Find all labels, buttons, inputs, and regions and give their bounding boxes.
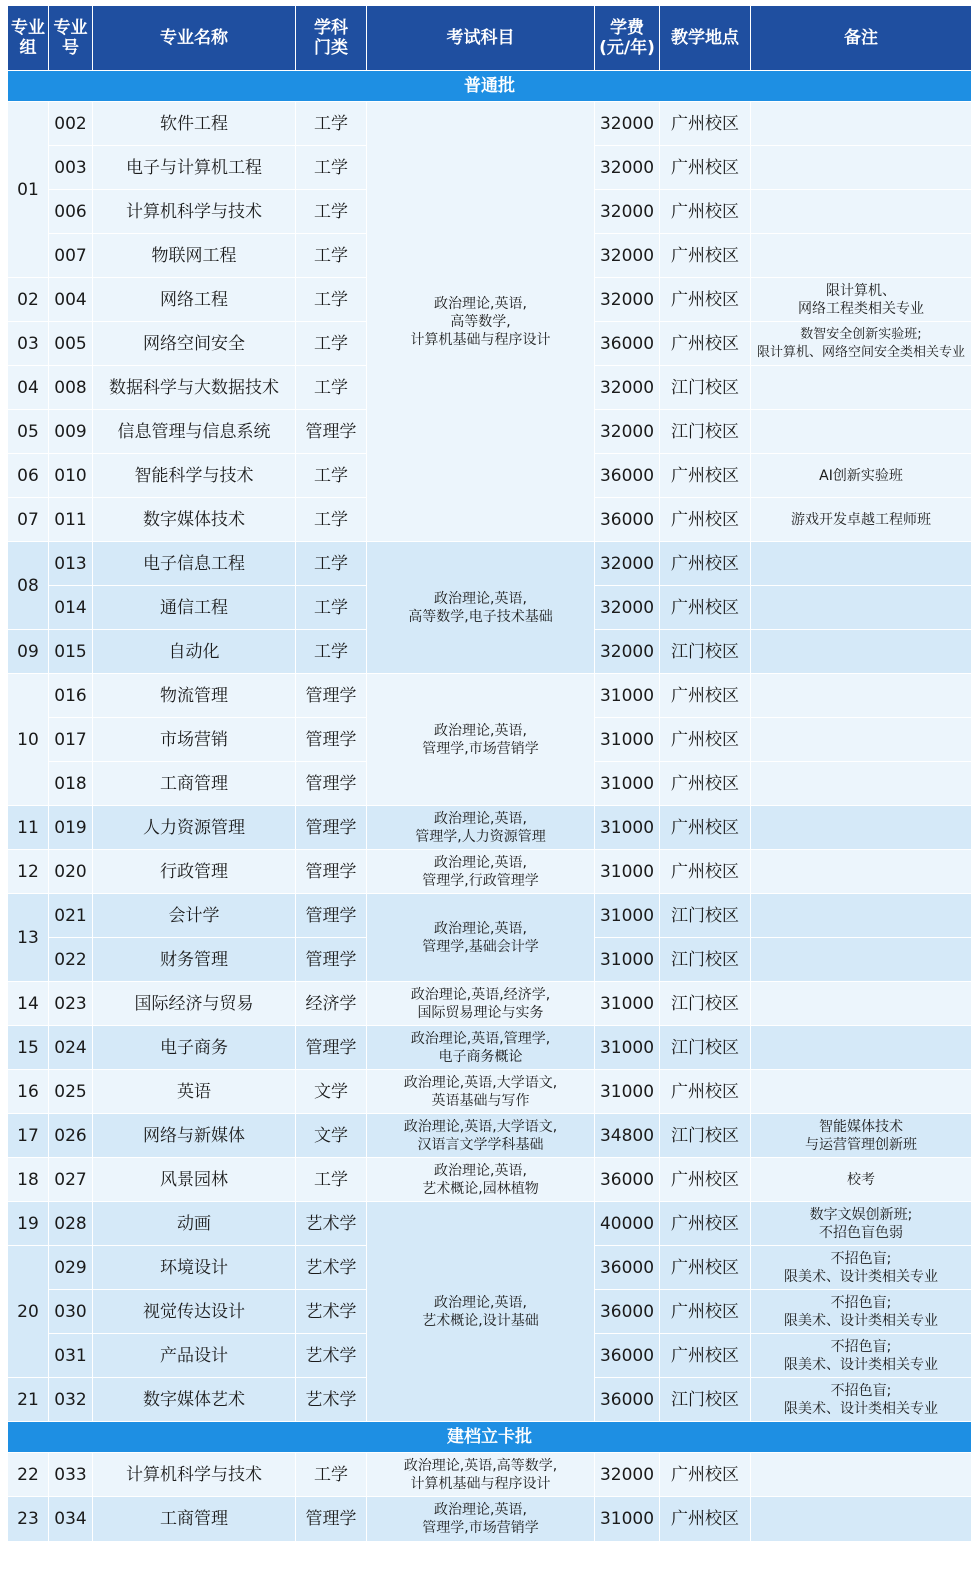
major-group-cell: 06 bbox=[8, 454, 49, 498]
major-name-cell: 市场营销 bbox=[93, 718, 296, 762]
major-code-cell: 011 bbox=[49, 498, 93, 542]
major-group-cell: 14 bbox=[8, 982, 49, 1026]
tuition-cell: 32000 bbox=[595, 410, 660, 454]
exam-subjects-cell: 政治理论,英语,大学语文, 英语基础与写作 bbox=[367, 1070, 595, 1114]
discipline-cell: 艺术学 bbox=[296, 1290, 367, 1334]
major-code-cell: 028 bbox=[49, 1202, 93, 1246]
exam-subjects-cell: 政治理论,英语, 管理学,基础会计学 bbox=[367, 894, 595, 982]
table-row bbox=[8, 982, 972, 1026]
major-group-cell: 12 bbox=[8, 850, 49, 894]
notes-cell bbox=[751, 674, 972, 718]
tuition-cell: 36000 bbox=[595, 1246, 660, 1290]
table-header-row bbox=[8, 6, 972, 71]
notes-cell bbox=[751, 1453, 972, 1497]
location-cell: 江门校区 bbox=[660, 630, 751, 674]
tuition-cell: 31000 bbox=[595, 806, 660, 850]
header-major-name: 专业名称 bbox=[93, 6, 296, 71]
header-major-group: 专业 组 bbox=[8, 6, 49, 71]
major-group-cell: 01 bbox=[8, 102, 49, 278]
major-name-cell: 工商管理 bbox=[93, 762, 296, 806]
major-code-cell: 032 bbox=[49, 1378, 93, 1422]
discipline-cell: 管理学 bbox=[296, 410, 367, 454]
major-name-cell: 自动化 bbox=[93, 630, 296, 674]
table-row bbox=[8, 1202, 972, 1246]
location-cell: 江门校区 bbox=[660, 938, 751, 982]
tuition-cell: 31000 bbox=[595, 850, 660, 894]
discipline-cell: 管理学 bbox=[296, 1497, 367, 1542]
major-group-cell: 10 bbox=[8, 674, 49, 806]
tuition-cell: 32000 bbox=[595, 102, 660, 146]
exam-subjects-cell: 政治理论,英语, 高等数学,电子技术基础 bbox=[367, 542, 595, 674]
major-name-cell: 产品设计 bbox=[93, 1334, 296, 1378]
location-cell: 江门校区 bbox=[660, 1378, 751, 1422]
major-group-cell: 15 bbox=[8, 1026, 49, 1070]
location-cell: 广州校区 bbox=[660, 1453, 751, 1497]
major-name-cell: 动画 bbox=[93, 1202, 296, 1246]
major-name-cell: 网络与新媒体 bbox=[93, 1114, 296, 1158]
discipline-cell: 工学 bbox=[296, 542, 367, 586]
exam-subjects-cell: 政治理论,英语,大学语文, 汉语言文学学科基础 bbox=[367, 1114, 595, 1158]
major-code-cell: 030 bbox=[49, 1290, 93, 1334]
major-code-cell: 029 bbox=[49, 1246, 93, 1290]
tuition-cell: 32000 bbox=[595, 630, 660, 674]
major-code-cell: 023 bbox=[49, 982, 93, 1026]
major-name-cell: 会计学 bbox=[93, 894, 296, 938]
major-group-cell: 16 bbox=[8, 1070, 49, 1114]
notes-cell: 校考 bbox=[751, 1158, 972, 1202]
table-row bbox=[8, 894, 972, 938]
major-group-cell: 07 bbox=[8, 498, 49, 542]
major-code-cell: 027 bbox=[49, 1158, 93, 1202]
major-name-cell: 风景园林 bbox=[93, 1158, 296, 1202]
discipline-cell: 艺术学 bbox=[296, 1202, 367, 1246]
major-code-cell: 018 bbox=[49, 762, 93, 806]
notes-cell bbox=[751, 366, 972, 410]
major-name-cell: 网络空间安全 bbox=[93, 322, 296, 366]
location-cell: 广州校区 bbox=[660, 1334, 751, 1378]
tuition-cell: 31000 bbox=[595, 718, 660, 762]
major-code-cell: 017 bbox=[49, 718, 93, 762]
table-body bbox=[8, 71, 972, 1542]
notes-cell: 不招色盲; 限美术、设计类相关专业 bbox=[751, 1290, 972, 1334]
location-cell: 广州校区 bbox=[660, 718, 751, 762]
tuition-cell: 36000 bbox=[595, 322, 660, 366]
location-cell: 广州校区 bbox=[660, 1070, 751, 1114]
major-name-cell: 视觉传达设计 bbox=[93, 1290, 296, 1334]
major-group-cell: 09 bbox=[8, 630, 49, 674]
major-name-cell: 通信工程 bbox=[93, 586, 296, 630]
discipline-cell: 工学 bbox=[296, 586, 367, 630]
major-group-cell: 23 bbox=[8, 1497, 49, 1542]
major-group-cell: 02 bbox=[8, 278, 49, 322]
major-code-cell: 026 bbox=[49, 1114, 93, 1158]
discipline-cell: 工学 bbox=[296, 234, 367, 278]
notes-cell: 不招色盲; 限美术、设计类相关专业 bbox=[751, 1334, 972, 1378]
location-cell: 江门校区 bbox=[660, 894, 751, 938]
exam-subjects-cell: 政治理论,英语, 管理学,市场营销学 bbox=[367, 1497, 595, 1542]
major-group-cell: 19 bbox=[8, 1202, 49, 1246]
major-group-cell: 17 bbox=[8, 1114, 49, 1158]
location-cell: 广州校区 bbox=[660, 1290, 751, 1334]
major-group-cell: 03 bbox=[8, 322, 49, 366]
header-tuition: 学费 (元/年) bbox=[595, 6, 660, 71]
tuition-cell: 31000 bbox=[595, 1070, 660, 1114]
tuition-cell: 36000 bbox=[595, 1334, 660, 1378]
discipline-cell: 工学 bbox=[296, 498, 367, 542]
location-cell: 江门校区 bbox=[660, 410, 751, 454]
location-cell: 广州校区 bbox=[660, 146, 751, 190]
notes-cell bbox=[751, 938, 972, 982]
table-row bbox=[8, 1497, 972, 1542]
major-name-cell: 人力资源管理 bbox=[93, 806, 296, 850]
major-name-cell: 软件工程 bbox=[93, 102, 296, 146]
exam-subjects-cell: 政治理论,英语, 管理学,行政管理学 bbox=[367, 850, 595, 894]
exam-subjects-cell: 政治理论,英语,管理学, 电子商务概论 bbox=[367, 1026, 595, 1070]
tuition-cell: 32000 bbox=[595, 234, 660, 278]
discipline-cell: 管理学 bbox=[296, 850, 367, 894]
major-group-cell: 08 bbox=[8, 542, 49, 630]
exam-subjects-cell: 政治理论,英语, 艺术概论,园林植物 bbox=[367, 1158, 595, 1202]
exam-subjects-cell: 政治理论,英语, 高等数学, 计算机基础与程序设计 bbox=[367, 102, 595, 542]
location-cell: 江门校区 bbox=[660, 982, 751, 1026]
notes-cell bbox=[751, 102, 972, 146]
table-row bbox=[8, 542, 972, 586]
discipline-cell: 管理学 bbox=[296, 938, 367, 982]
notes-cell bbox=[751, 586, 972, 630]
major-code-cell: 003 bbox=[49, 146, 93, 190]
location-cell: 广州校区 bbox=[660, 806, 751, 850]
tuition-cell: 36000 bbox=[595, 1158, 660, 1202]
notes-cell bbox=[751, 146, 972, 190]
batch-title: 普通批 bbox=[8, 71, 972, 102]
batch-title: 建档立卡批 bbox=[8, 1422, 972, 1453]
notes-cell: 智能媒体技术 与运营管理创新班 bbox=[751, 1114, 972, 1158]
major-code-cell: 016 bbox=[49, 674, 93, 718]
location-cell: 广州校区 bbox=[660, 542, 751, 586]
discipline-cell: 艺术学 bbox=[296, 1378, 367, 1422]
discipline-cell: 文学 bbox=[296, 1114, 367, 1158]
header-exam-subjects: 考试科目 bbox=[367, 6, 595, 71]
location-cell: 广州校区 bbox=[660, 1158, 751, 1202]
major-code-cell: 015 bbox=[49, 630, 93, 674]
major-code-cell: 009 bbox=[49, 410, 93, 454]
location-cell: 广州校区 bbox=[660, 1497, 751, 1542]
major-name-cell: 计算机科学与技术 bbox=[93, 1453, 296, 1497]
major-code-cell: 022 bbox=[49, 938, 93, 982]
notes-cell bbox=[751, 1070, 972, 1114]
major-name-cell: 数字媒体技术 bbox=[93, 498, 296, 542]
location-cell: 广州校区 bbox=[660, 278, 751, 322]
notes-cell: AI创新实验班 bbox=[751, 454, 972, 498]
location-cell: 广州校区 bbox=[660, 586, 751, 630]
major-code-cell: 006 bbox=[49, 190, 93, 234]
notes-cell bbox=[751, 894, 972, 938]
location-cell: 广州校区 bbox=[660, 762, 751, 806]
major-code-cell: 013 bbox=[49, 542, 93, 586]
discipline-cell: 经济学 bbox=[296, 982, 367, 1026]
major-code-cell: 007 bbox=[49, 234, 93, 278]
notes-cell bbox=[751, 982, 972, 1026]
tuition-cell: 32000 bbox=[595, 1453, 660, 1497]
major-name-cell: 数字媒体艺术 bbox=[93, 1378, 296, 1422]
major-code-cell: 024 bbox=[49, 1026, 93, 1070]
notes-cell: 数智安全创新实验班; 限计算机、网络空间安全类相关专业 bbox=[751, 322, 972, 366]
notes-cell bbox=[751, 806, 972, 850]
tuition-cell: 36000 bbox=[595, 1378, 660, 1422]
major-group-cell: 04 bbox=[8, 366, 49, 410]
table-row bbox=[8, 1026, 972, 1070]
notes-cell bbox=[751, 190, 972, 234]
major-code-cell: 005 bbox=[49, 322, 93, 366]
major-code-cell: 004 bbox=[49, 278, 93, 322]
location-cell: 广州校区 bbox=[660, 322, 751, 366]
location-cell: 广州校区 bbox=[660, 674, 751, 718]
notes-cell: 游戏开发卓越工程师班 bbox=[751, 498, 972, 542]
table-row bbox=[8, 1114, 972, 1158]
notes-cell: 数字文娱创新班; 不招色盲色弱 bbox=[751, 1202, 972, 1246]
batch-header-row bbox=[8, 71, 972, 102]
location-cell: 广州校区 bbox=[660, 454, 751, 498]
major-name-cell: 物流管理 bbox=[93, 674, 296, 718]
discipline-cell: 管理学 bbox=[296, 806, 367, 850]
tuition-cell: 32000 bbox=[595, 366, 660, 410]
batch-header-row bbox=[8, 1422, 972, 1453]
tuition-cell: 40000 bbox=[595, 1202, 660, 1246]
discipline-cell: 艺术学 bbox=[296, 1246, 367, 1290]
discipline-cell: 工学 bbox=[296, 630, 367, 674]
notes-cell bbox=[751, 234, 972, 278]
tuition-cell: 31000 bbox=[595, 1026, 660, 1070]
major-group-cell: 22 bbox=[8, 1453, 49, 1497]
exam-subjects-cell: 政治理论,英语, 管理学,市场营销学 bbox=[367, 674, 595, 806]
major-code-cell: 033 bbox=[49, 1453, 93, 1497]
major-name-cell: 数据科学与大数据技术 bbox=[93, 366, 296, 410]
notes-cell bbox=[751, 850, 972, 894]
discipline-cell: 艺术学 bbox=[296, 1334, 367, 1378]
discipline-cell: 工学 bbox=[296, 454, 367, 498]
location-cell: 江门校区 bbox=[660, 366, 751, 410]
discipline-cell: 管理学 bbox=[296, 762, 367, 806]
major-code-cell: 034 bbox=[49, 1497, 93, 1542]
major-name-cell: 计算机科学与技术 bbox=[93, 190, 296, 234]
notes-cell: 限计算机、 网络工程类相关专业 bbox=[751, 278, 972, 322]
exam-subjects-cell: 政治理论,英语, 管理学,人力资源管理 bbox=[367, 806, 595, 850]
location-cell: 广州校区 bbox=[660, 190, 751, 234]
tuition-cell: 31000 bbox=[595, 674, 660, 718]
tuition-cell: 31000 bbox=[595, 1497, 660, 1542]
major-group-cell: 13 bbox=[8, 894, 49, 982]
major-code-cell: 014 bbox=[49, 586, 93, 630]
admission-table bbox=[7, 5, 972, 1542]
exam-subjects-cell: 政治理论,英语,经济学, 国际贸易理论与实务 bbox=[367, 982, 595, 1026]
location-cell: 广州校区 bbox=[660, 1246, 751, 1290]
discipline-cell: 工学 bbox=[296, 1453, 367, 1497]
notes-cell bbox=[751, 630, 972, 674]
discipline-cell: 工学 bbox=[296, 322, 367, 366]
discipline-cell: 管理学 bbox=[296, 894, 367, 938]
tuition-cell: 36000 bbox=[595, 454, 660, 498]
major-code-cell: 020 bbox=[49, 850, 93, 894]
notes-cell: 不招色盲; 限美术、设计类相关专业 bbox=[751, 1378, 972, 1422]
header-notes: 备注 bbox=[751, 6, 972, 71]
notes-cell bbox=[751, 762, 972, 806]
header-discipline: 学科 门类 bbox=[296, 6, 367, 71]
location-cell: 江门校区 bbox=[660, 1026, 751, 1070]
tuition-cell: 32000 bbox=[595, 190, 660, 234]
tuition-cell: 31000 bbox=[595, 894, 660, 938]
discipline-cell: 管理学 bbox=[296, 1026, 367, 1070]
major-name-cell: 环境设计 bbox=[93, 1246, 296, 1290]
location-cell: 广州校区 bbox=[660, 498, 751, 542]
discipline-cell: 工学 bbox=[296, 146, 367, 190]
major-group-cell: 11 bbox=[8, 806, 49, 850]
major-name-cell: 国际经济与贸易 bbox=[93, 982, 296, 1026]
location-cell: 广州校区 bbox=[660, 234, 751, 278]
notes-cell bbox=[751, 718, 972, 762]
tuition-cell: 32000 bbox=[595, 586, 660, 630]
admission-table-container bbox=[7, 5, 971, 1542]
tuition-cell: 32000 bbox=[595, 542, 660, 586]
major-code-cell: 031 bbox=[49, 1334, 93, 1378]
tuition-cell: 32000 bbox=[595, 278, 660, 322]
major-name-cell: 电子信息工程 bbox=[93, 542, 296, 586]
major-code-cell: 021 bbox=[49, 894, 93, 938]
exam-subjects-cell: 政治理论,英语,高等数学, 计算机基础与程序设计 bbox=[367, 1453, 595, 1497]
major-name-cell: 网络工程 bbox=[93, 278, 296, 322]
tuition-cell: 31000 bbox=[595, 982, 660, 1026]
major-code-cell: 002 bbox=[49, 102, 93, 146]
table-row bbox=[8, 850, 972, 894]
notes-cell bbox=[751, 1497, 972, 1542]
major-name-cell: 英语 bbox=[93, 1070, 296, 1114]
major-code-cell: 010 bbox=[49, 454, 93, 498]
major-name-cell: 电子商务 bbox=[93, 1026, 296, 1070]
location-cell: 江门校区 bbox=[660, 1114, 751, 1158]
table-row bbox=[8, 806, 972, 850]
major-code-cell: 008 bbox=[49, 366, 93, 410]
notes-cell: 不招色盲; 限美术、设计类相关专业 bbox=[751, 1246, 972, 1290]
major-name-cell: 行政管理 bbox=[93, 850, 296, 894]
table-row bbox=[8, 674, 972, 718]
table-row bbox=[8, 1070, 972, 1114]
tuition-cell: 36000 bbox=[595, 498, 660, 542]
tuition-cell: 31000 bbox=[595, 762, 660, 806]
location-cell: 广州校区 bbox=[660, 1202, 751, 1246]
major-code-cell: 025 bbox=[49, 1070, 93, 1114]
major-name-cell: 电子与计算机工程 bbox=[93, 146, 296, 190]
exam-subjects-cell: 政治理论,英语, 艺术概论,设计基础 bbox=[367, 1202, 595, 1422]
major-group-cell: 18 bbox=[8, 1158, 49, 1202]
discipline-cell: 工学 bbox=[296, 1158, 367, 1202]
major-group-cell: 21 bbox=[8, 1378, 49, 1422]
discipline-cell: 工学 bbox=[296, 278, 367, 322]
discipline-cell: 工学 bbox=[296, 366, 367, 410]
major-group-cell: 05 bbox=[8, 410, 49, 454]
major-name-cell: 工商管理 bbox=[93, 1497, 296, 1542]
header-location: 教学地点 bbox=[660, 6, 751, 71]
major-name-cell: 信息管理与信息系统 bbox=[93, 410, 296, 454]
table-row bbox=[8, 1453, 972, 1497]
major-name-cell: 智能科学与技术 bbox=[93, 454, 296, 498]
header-major-code: 专业 号 bbox=[49, 6, 93, 71]
table-row bbox=[8, 102, 972, 146]
location-cell: 广州校区 bbox=[660, 850, 751, 894]
tuition-cell: 36000 bbox=[595, 1290, 660, 1334]
discipline-cell: 管理学 bbox=[296, 718, 367, 762]
major-name-cell: 财务管理 bbox=[93, 938, 296, 982]
discipline-cell: 工学 bbox=[296, 190, 367, 234]
table-row bbox=[8, 1158, 972, 1202]
tuition-cell: 31000 bbox=[595, 938, 660, 982]
location-cell: 广州校区 bbox=[660, 102, 751, 146]
discipline-cell: 管理学 bbox=[296, 674, 367, 718]
major-code-cell: 019 bbox=[49, 806, 93, 850]
major-group-cell: 20 bbox=[8, 1246, 49, 1378]
tuition-cell: 34800 bbox=[595, 1114, 660, 1158]
notes-cell bbox=[751, 1026, 972, 1070]
tuition-cell: 32000 bbox=[595, 146, 660, 190]
major-name-cell: 物联网工程 bbox=[93, 234, 296, 278]
discipline-cell: 工学 bbox=[296, 102, 367, 146]
discipline-cell: 文学 bbox=[296, 1070, 367, 1114]
notes-cell bbox=[751, 410, 972, 454]
notes-cell bbox=[751, 542, 972, 586]
